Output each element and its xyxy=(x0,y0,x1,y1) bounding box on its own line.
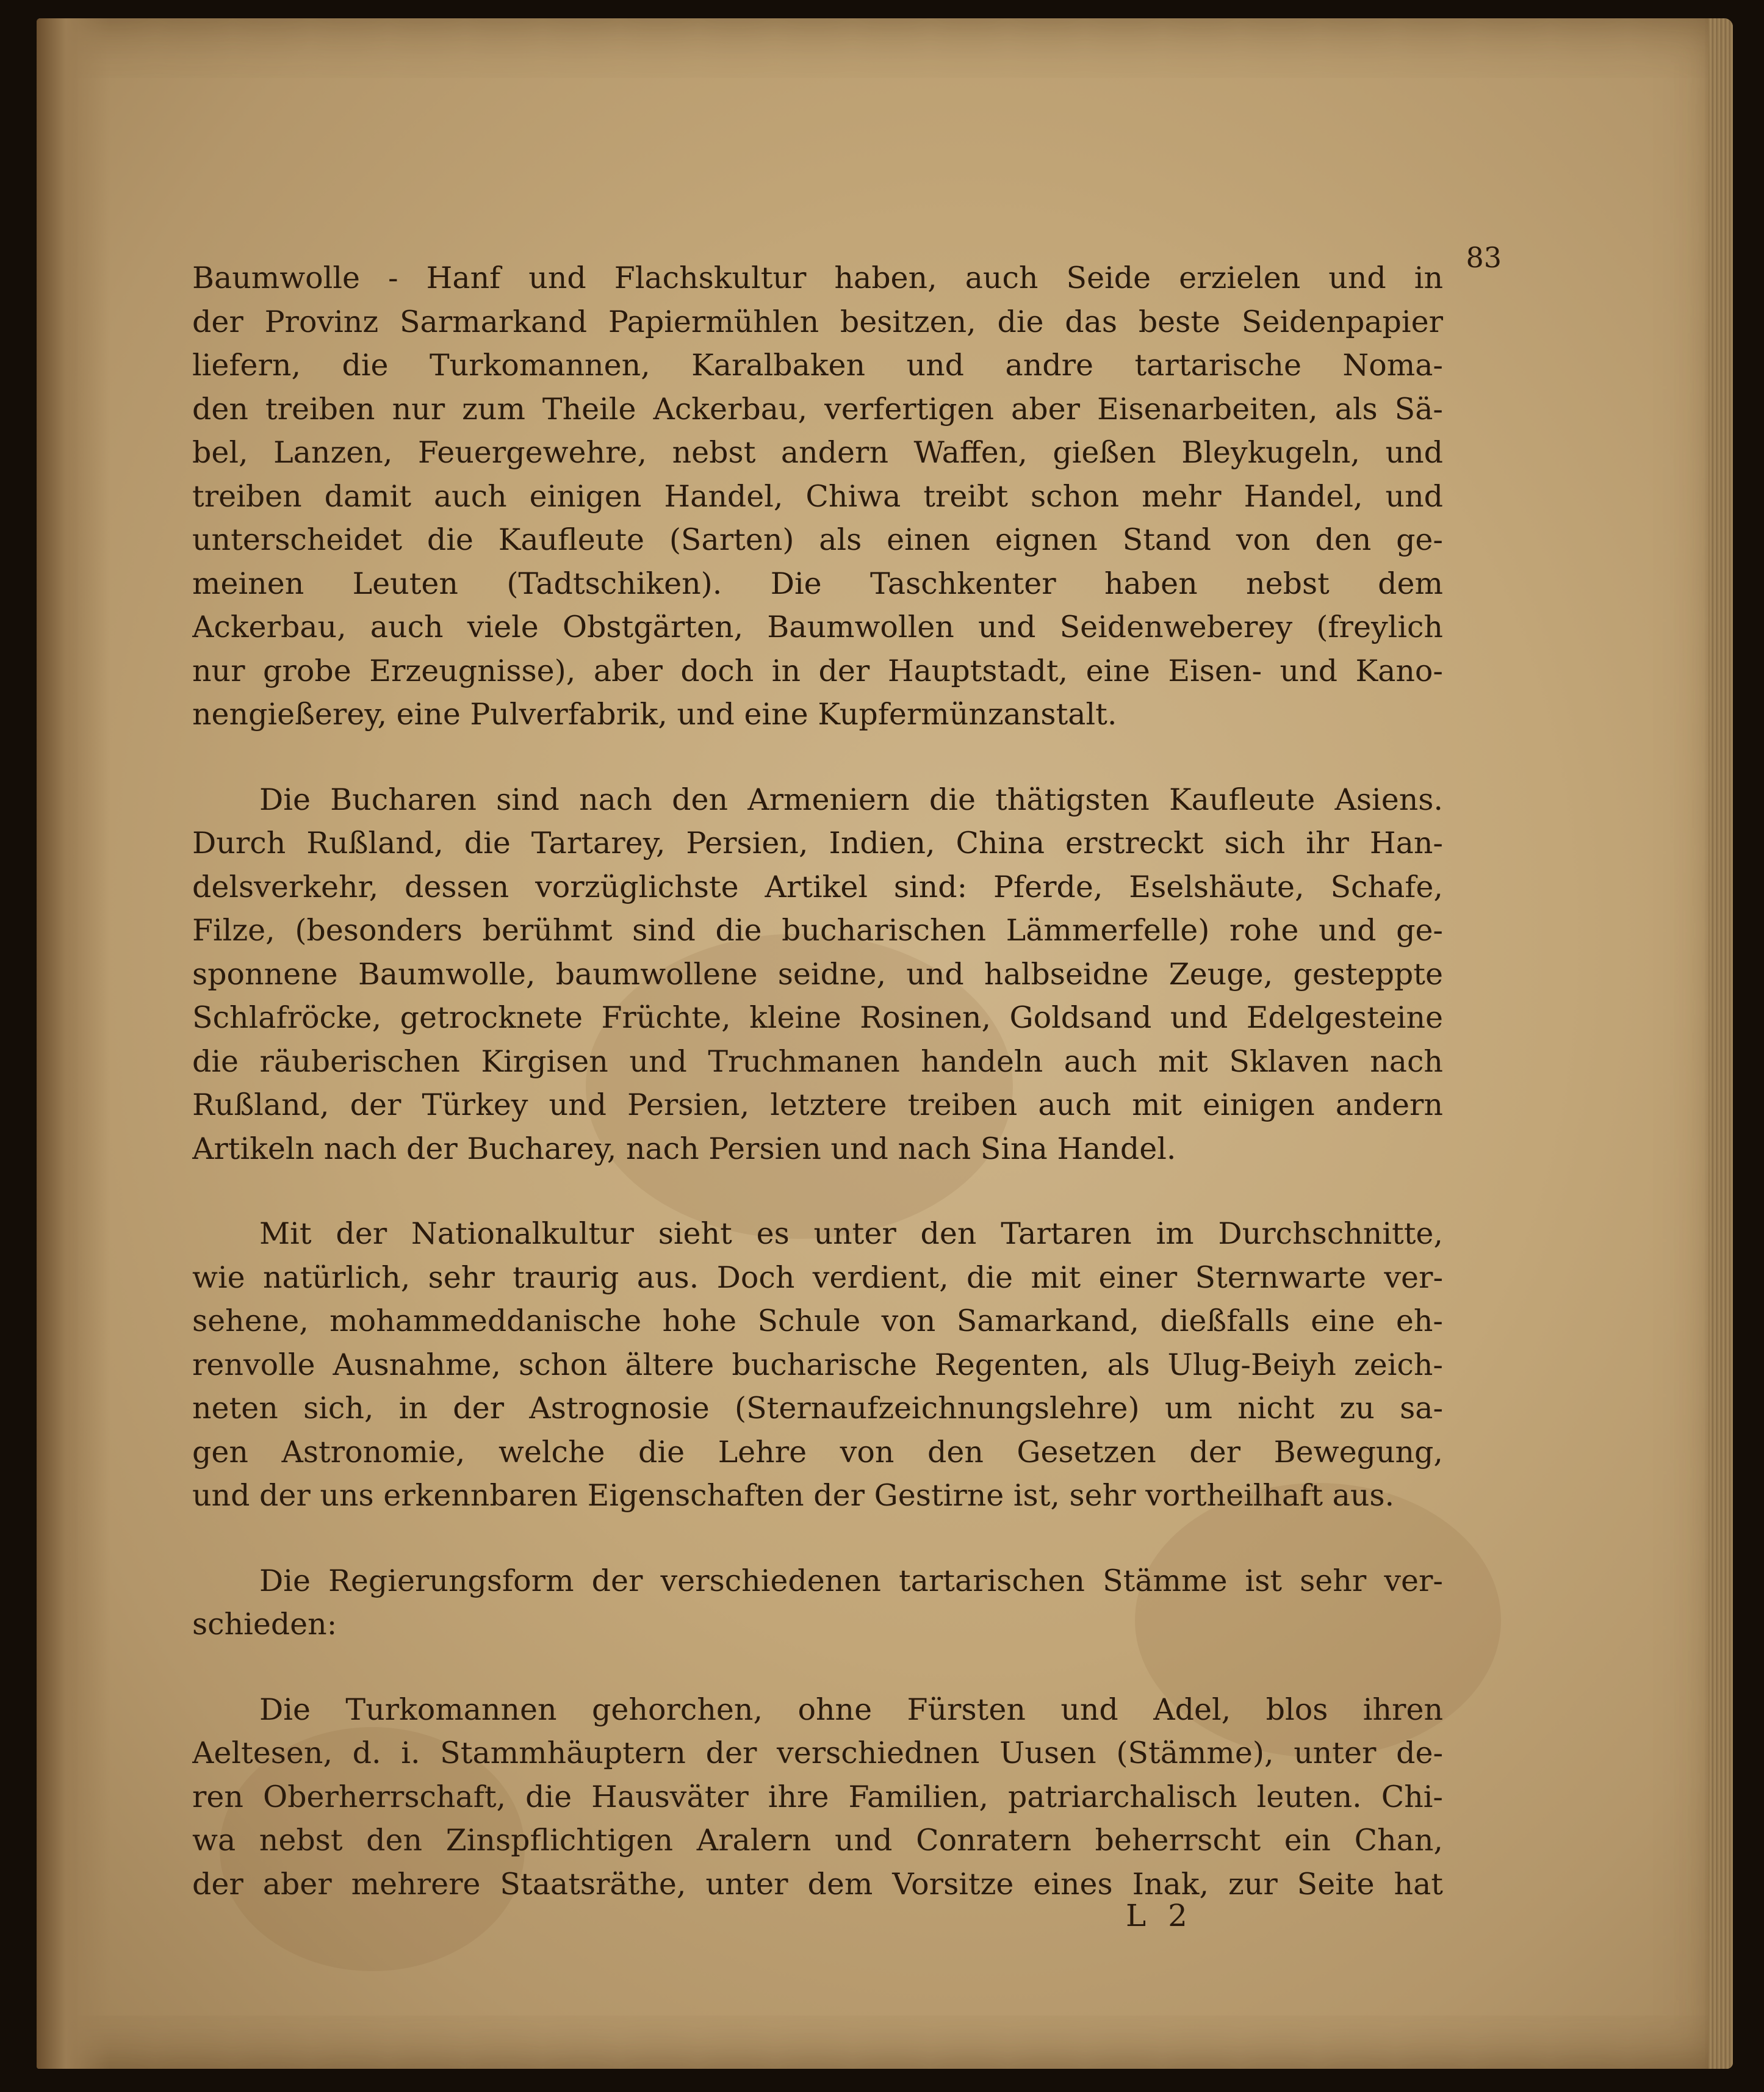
text-line: Artikeln nach der Bucharey, nach Persien und nach Sina Handel. xyxy=(192,1131,1176,1166)
body-text xyxy=(192,256,1443,1906)
text-line: meinen Leuten (Tadtschiken). Die Taschkenter haben nebst dem xyxy=(192,566,1443,601)
text-line: Baumwolle - Hanf und Flachskultur haben, auch Seide erzielen und in xyxy=(192,261,1443,295)
page-edge xyxy=(1708,18,1733,2069)
text-line: neten sich, in der Astrognosie (Sternaufzeichnungslehre) um nicht zu sa- xyxy=(192,1391,1443,1426)
text-line: Mit der Nationalkultur sieht es unter den Tartaren im Durchschnitte, xyxy=(259,1216,1443,1251)
text-line: Die Turkomannen gehorchen, ohne Fürsten und Adel, blos ihren xyxy=(259,1692,1443,1727)
text-line: Aeltesen, d. i. Stammhäuptern der verschiednen Uusen (Stämme), unter de- xyxy=(192,1736,1443,1770)
text-line: renvolle Ausnahme, schon ältere bucharische Regenten, als Ulug-Beiyh zeich- xyxy=(192,1347,1443,1382)
text-line: wa nebst den Zinspflichtigen Aralern und Conratern beherrscht ein Chan, xyxy=(192,1823,1443,1858)
text-line: nur grobe Erzeugnisse), aber doch in der Hauptstadt, eine Eisen- und Kano- xyxy=(192,653,1443,688)
text-line: Die Regierungsform der verschiedenen tartarischen Stämme ist sehr ver- xyxy=(259,1563,1443,1598)
paragraph-2 xyxy=(192,778,1443,1171)
text-line: delsverkehr, dessen vorzüglichste Artikel sind: Pferde, Eselshäute, Schafe, xyxy=(192,869,1443,904)
text-line: unterscheidet die Kaufleute (Sarten) als einen eignen Stand von den ge- xyxy=(192,522,1443,557)
paragraph-5 xyxy=(192,1688,1443,1906)
paragraph-3 xyxy=(192,1212,1443,1518)
text-line: der Provinz Sarmarkand Papiermühlen besitzen, die das beste Seidenpapier xyxy=(192,304,1443,339)
text-line: treiben damit auch einigen Handel, Chiwa treibt schon mehr Handel, und xyxy=(192,478,1443,514)
text-line: schieden: xyxy=(192,1607,337,1642)
text-line: Ackerbau, auch viele Obstgärten, Baumwollen und Seidenweberey (freylich xyxy=(192,610,1443,644)
page-gutter xyxy=(37,18,110,2069)
text-line: den treiben nur zum Theile Ackerbau, verfertigen aber Eisenarbeiten, als Sä- xyxy=(192,391,1443,427)
text-line: sponnene Baumwolle, baumwollene seidne, und halbseidne Zeuge, gesteppte xyxy=(192,956,1443,992)
page-number: 83 xyxy=(1466,241,1502,274)
text-line: liefern, die Turkomannen, Karalbaken und andre tartarische Noma- xyxy=(192,348,1443,383)
signature-mark: L 2 xyxy=(1126,1898,1193,1933)
text-line: Schlafröcke, getrocknete Früchte, kleine Rosinen, Goldsand und Edelgesteine xyxy=(192,1000,1443,1035)
text-line: bel, Lanzen, Feuergewehre, nebst andern Waffen, gießen Bleykugeln, und xyxy=(192,435,1443,470)
text-line: der aber mehrere Staatsräthe, unter dem Vorsitze eines Inak, zur Seite hat xyxy=(192,1866,1443,1902)
text-line: gen Astronomie, welche die Lehre von den Gesetzen der Bewegung, xyxy=(192,1434,1443,1470)
text-line: Durch Rußland, die Tartarey, Persien, Indien, China erstreckt sich ihr Han- xyxy=(192,826,1443,860)
text-line: Die Bucharen sind nach den Armeniern die thätigsten Kaufleute Asiens. xyxy=(259,782,1443,817)
text-line: sehene, mohammeddanische hohe Schule von Samarkand, dießfalls eine eh- xyxy=(192,1304,1443,1338)
text-line: Filze, (besonders berühmt sind die bucharischen Lämmerfelle) rohe und ge- xyxy=(192,913,1443,948)
paragraph-1 xyxy=(192,256,1443,737)
text-line: ren Oberherrschaft, die Hausväter ihre Familien, patriarchalisch leuten. Chi- xyxy=(192,1779,1443,1814)
text-line: Rußland, der Türkey und Persien, letztere treiben auch mit einigen andern xyxy=(192,1087,1443,1122)
text-line: wie natürlich, sehr traurig aus. Doch verdient, die mit einer Sternwarte ver- xyxy=(192,1260,1443,1295)
text-line: nengießerey, eine Pulverfabrik, und eine Kupfermünzanstalt. xyxy=(192,697,1117,732)
text-line: und der uns erkennbaren Eigenschaften der Gestirne ist, sehr vortheilhaft aus. xyxy=(192,1478,1395,1513)
text-line: die räuberischen Kirgisen und Truchmanen handeln auch mit Sklaven nach xyxy=(192,1044,1443,1079)
paragraph-4 xyxy=(192,1559,1443,1647)
